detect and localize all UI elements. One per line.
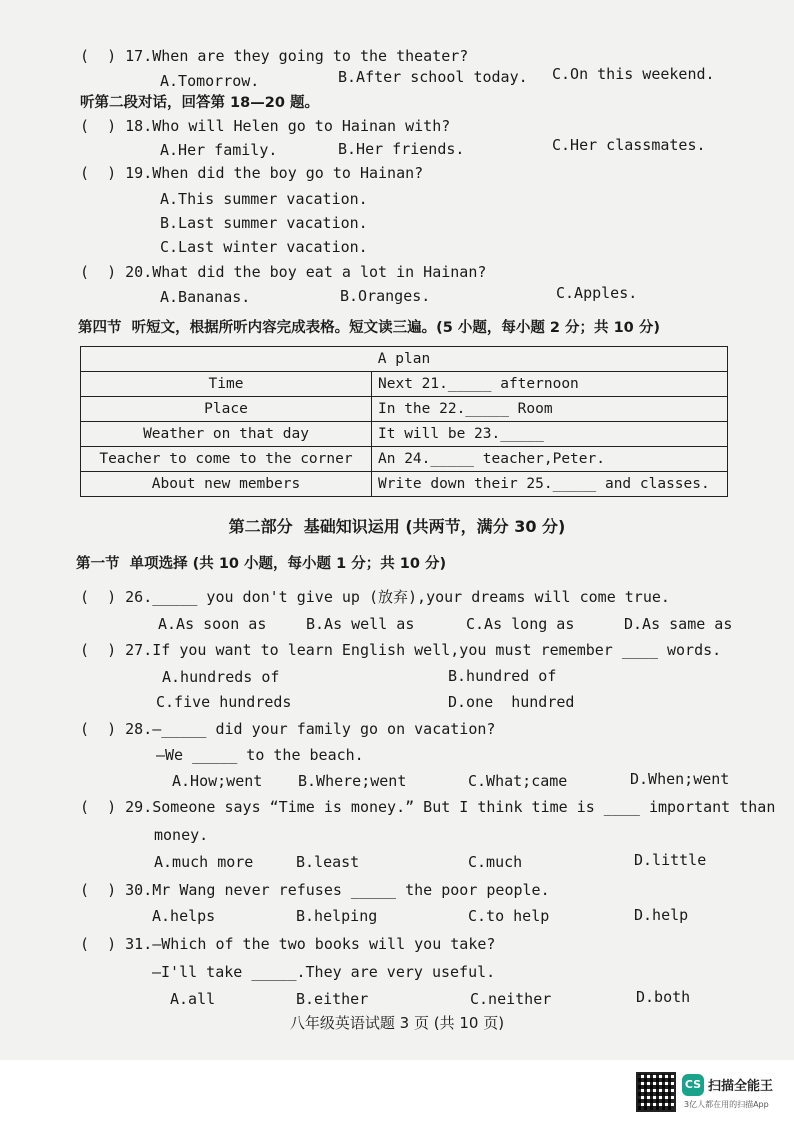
q30-option-a: A.helps (152, 907, 216, 925)
row-value: Write down their 25._____ and classes. (372, 472, 728, 497)
question-17-stem: ( ) 17.When are they going to the theater? (80, 47, 469, 65)
q30-option-c: C.to help (468, 907, 550, 925)
row-label: Time (81, 372, 372, 397)
question-28-reply: —We _____ to the beach. (156, 746, 364, 764)
question-29-stem: ( ) 29.Someone says “Time is money.” But I think time is ____ important than (80, 798, 776, 816)
row-value: An 24._____ teacher,Peter. (372, 447, 728, 472)
question-26-stem: ( ) 26._____ you don't give up (放弃),your dreams will come true. (80, 588, 670, 606)
question-20-stem: ( ) 20.What did the boy eat a lot in Hainan? (80, 263, 487, 281)
row-label: Teacher to come to the corner (81, 447, 372, 472)
q26-option-b: B.As well as (306, 615, 415, 633)
table-row (81, 447, 728, 472)
plan-table-title: A plan (81, 347, 728, 372)
q26-option-c: C.As long as (466, 615, 575, 633)
q27-option-d: D.one hundred (448, 693, 575, 711)
row-label: Place (81, 397, 372, 422)
q20-option-b: B.Oranges. (340, 287, 431, 305)
question-31-reply: —I'll take _____.They are very useful. (152, 963, 496, 981)
question-31-stem: ( ) 31.—Which of the two books will you take? (80, 935, 496, 953)
question-30-stem: ( ) 30.Mr Wang never refuses _____ the poor people. (80, 881, 550, 899)
plan-table (80, 346, 728, 497)
table-row (81, 472, 728, 497)
row-label: Weather on that day (81, 422, 372, 447)
q26-option-d: D.As same as (624, 615, 733, 633)
question-28-stem: ( ) 28.—_____ did your family go on vacation? (80, 720, 496, 738)
table-row (81, 372, 728, 397)
q29-option-b: B.least (296, 853, 360, 871)
camscanner-logo-icon: CS (682, 1074, 704, 1096)
q28-option-c: C.What;came (468, 772, 568, 790)
q20-option-c: C.Apples. (556, 284, 638, 302)
q29-option-c: C.much (468, 853, 523, 871)
q26-option-a: A.As soon as (158, 615, 267, 633)
q29-option-a: A.much more (154, 853, 254, 871)
question-29-continuation: money. (154, 826, 209, 844)
q17-option-b: B.After school today. (338, 68, 528, 86)
camscanner-name: 扫描全能王 (708, 1079, 774, 1094)
row-value: In the 22._____ Room (372, 397, 728, 422)
q27-option-b: B.hundred of (448, 667, 557, 685)
camscanner-tagline: 3亿人都在用的扫描App (684, 1100, 769, 1109)
q19-option-a: A.This summer vacation. (160, 190, 368, 208)
q18-option-b: B.Her friends. (338, 140, 465, 158)
q27-option-a: A.hundreds of (162, 668, 280, 686)
table-row (81, 422, 728, 447)
row-value: Next 21._____ afternoon (372, 372, 728, 397)
question-18-stem: ( ) 18.Who will Helen go to Hainan with? (80, 117, 451, 135)
q27-option-c: C.five hundreds (156, 693, 292, 711)
q18-option-c: C.Her classmates. (552, 136, 706, 154)
q19-option-c: C.Last winter vacation. (160, 238, 368, 256)
question-19-stem: ( ) 19.When did the boy go to Hainan? (80, 164, 424, 182)
q17-option-c: C.On this weekend. (552, 65, 715, 83)
q28-option-b: B.Where;went (298, 772, 407, 790)
q18-option-a: A.Her family. (160, 141, 278, 159)
question-27-stem: ( ) 27.If you want to learn English well,you must remember ____ words. (80, 641, 722, 659)
q31-option-b: B.either (296, 990, 369, 1008)
q31-option-a: A.all (170, 990, 216, 1008)
q19-option-b: B.Last summer vacation. (160, 214, 368, 232)
section-4-instruction: 第四节 听短文，根据所听内容完成表格。短文读三遍。(5 小题，每小题 2 分；共 10 分) (78, 320, 660, 336)
q28-option-d: D.When;went (630, 770, 730, 788)
q28-option-a: A.How;went (172, 772, 263, 790)
page-footer: 八年级英语试题 3 页 (共 10 页) (289, 1014, 505, 1032)
q30-option-b: B.helping (296, 907, 378, 925)
q17-option-a: A.Tomorrow. (160, 72, 260, 90)
qr-code-icon (636, 1072, 676, 1112)
q30-option-d: D.help (634, 906, 689, 924)
q31-option-c: C.neither (470, 990, 552, 1008)
q20-option-a: A.Bananas. (160, 288, 251, 306)
table-row (81, 397, 728, 422)
row-value: It will be 23._____ (372, 422, 728, 447)
part-2-title: 第二部分 基础知识运用 (共两节，满分 30 分) (228, 517, 566, 536)
part-2-section-1-instruction: 第一节 单项选择 (共 10 小题，每小题 1 分；共 10 分) (76, 556, 447, 572)
q29-option-d: D.little (634, 851, 707, 869)
dialogue-2-instruction: 听第二段对话，回答第 18—20 题。 (80, 95, 319, 111)
row-label: About new members (81, 472, 372, 497)
q31-option-d: D.both (636, 988, 691, 1006)
